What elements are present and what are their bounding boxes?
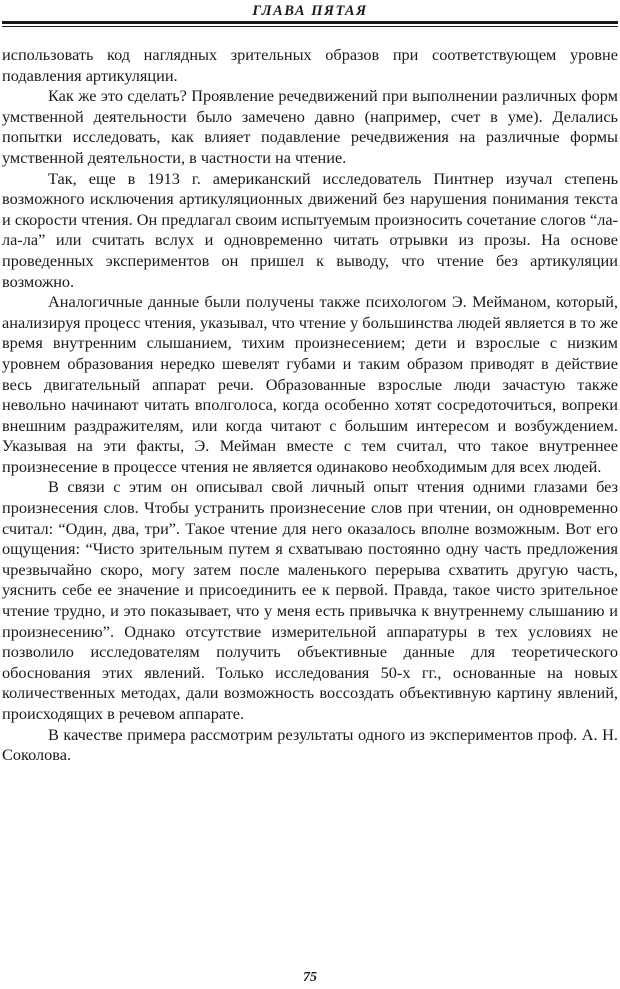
paragraph: В качестве примера рассмотрим результаты одного из экспериментов проф. А. Н. Соколова. — [2, 724, 618, 765]
header-rule-thin — [2, 26, 618, 27]
body-text — [2, 45, 618, 766]
paragraph: В связи с этим он описывал свой личный опыт чтения одними глазами без произнесения слов. Чтобы устранить произнесение слов при чтении, он одновременно считал: “Один, два, три”. Такое чтение для него оказалось вполне возможным. Вот его ощущения: “Чисто зрительным путем я схватываю постоянно одну часть предложения чрезвычайно скоро, могу затем после маленького перерыва схватить другую часть, уяснить себе ее значение и присоединить ее к первой. Правда, такое чисто зрительное чтение трудно, и это показывает, что у меня есть привычка к внутреннему слышанию и произнесению”. Однако отсутствие измерительной аппаратуры в тех условиях не позволило исследователям получить объективные данные для теоретического обоснования этих явлений. Только исследования 50-х гг., основанные на новых количественных методах, дали возможность воссоздать объективную картину явлений, происходящих в речевом аппарате. — [2, 477, 618, 723]
header-rule-thick — [2, 21, 618, 24]
page-number: 75 — [303, 970, 317, 985]
paragraph-continuation: использовать код наглядных зрительных образов при соответствующем уровне подавления артикуляции. — [2, 45, 618, 85]
paragraph: Так, еще в 1913 г. американский исследователь Пинтнер изучал степень возможного исключения артикуляционных движений без нарушения понимания текста и скорости чтения. Он предлагал своим испытуемым произносить сочетание слогов “ла-ла-ла” или считать вслух и одновременно читать отрывки из прозы. На основе проведенных экспериментов он пришел к выводу, что чтение без артикуляции возможно. — [2, 168, 618, 291]
paragraph: Как же это сделать? Проявление речедвижений при выполнении различных форм умственной деятельности было замечено давно (например, счет в уме). Делались попытки исследовать, как влияет подавление речедвижения на различные формы умственной деятельности, в частности на чтение. — [2, 86, 618, 167]
paragraph: Аналогичные данные были получены также психологом Э. Мейманом, который, анализируя процесс чтения, указывал, что чтение у большинства людей является в то же время внутренним слышанием, тихим произнесением; дети и взрослые с низким уровнем образования нередко шевелят губами и таким образом приводят в действие весь двигательный аппарат речи. Образованные взрослые люди зачастую также невольно начинают читать вполголоса, когда особенно хотят сосредоточиться, вопреки внешним раздражителям, или когда читают с большим интересом и возбуждением. Указывая на эти факты, Э. Мейман вместе с тем считал, что такое внутреннее произнесение в процессе чтения не является одинаково необходимым для всех людей. — [2, 292, 618, 476]
chapter-running-head: ГЛАВА ПЯТАЯ — [252, 3, 368, 19]
